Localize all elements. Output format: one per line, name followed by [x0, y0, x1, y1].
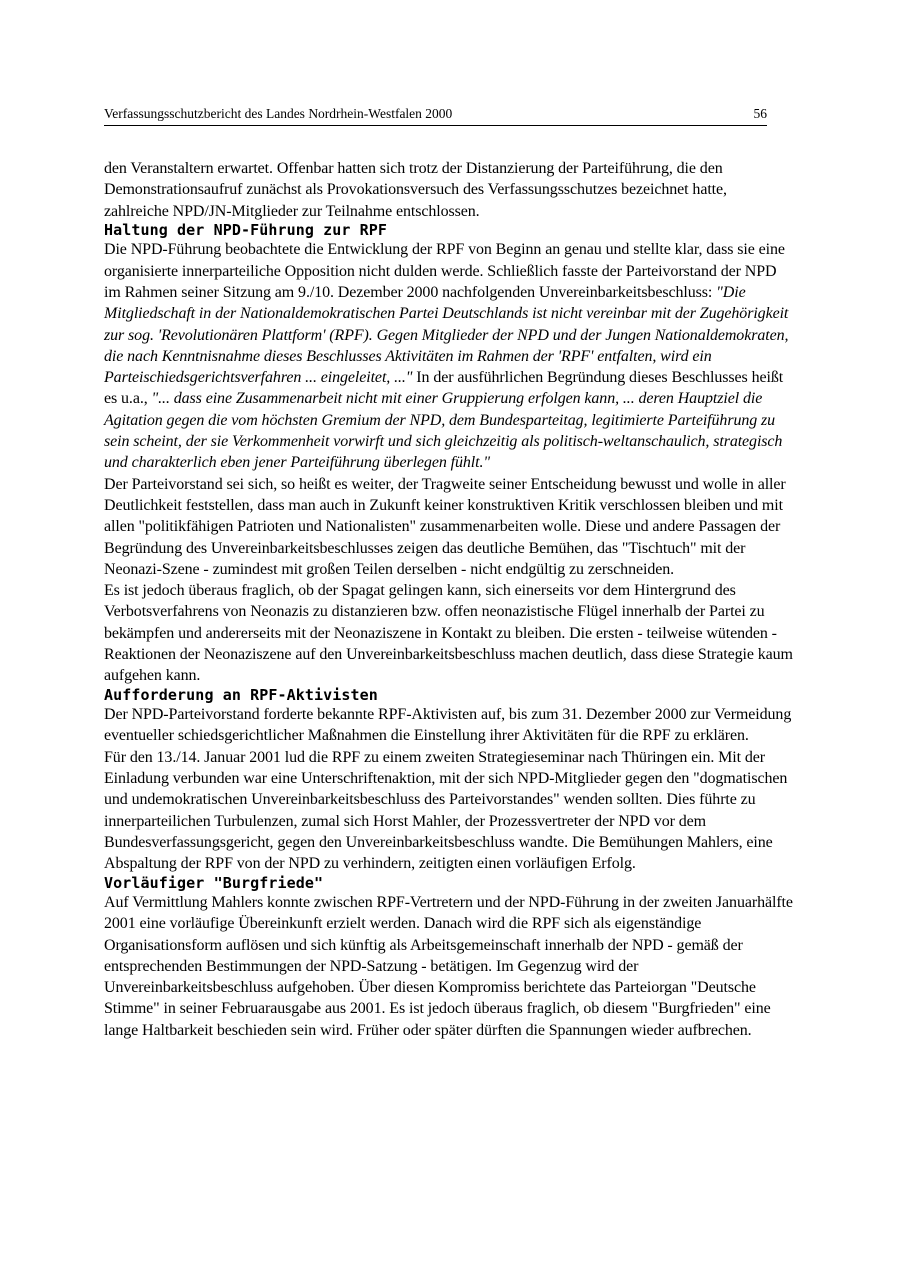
paragraph-text: In der ausführlichen Begründung dieses Beschlusses heißt es u.a.,: [104, 369, 784, 408]
quote-beschluss: "Die Mitgliedschaft in der Nationaldemokratischen Partei Deutschlands ist nicht vereinbar mit der Zugehörigkeit zur sog. 'Revolutionären Plattform' (RPF). Gegen Mitglieder der NPD und der Jungen Nationaldemokraten, die nach Kenntnisnahme dieses Beschlusses Aktivitäten im Rahmen der 'RPF' entfalten, wird ein Parteischiedsgerichtsverfahren ... eingeleitet, ...": [104, 283, 789, 387]
header-title: Verfassungsschutzbericht des Landes Nordrhein-Westfalen 2000: [104, 106, 453, 121]
page-content: [104, 158, 794, 1041]
paragraph-aufforderung: Der NPD-Parteivorstand forderte bekannte RPF-Aktivisten auf, bis zum 31. Dezember 2000 zur Vermeidung eventueller schiedsgerichtlicher Maßnahmen die Einstellung ihrer Aktivitäten für die RPF zu erklären.: [104, 706, 792, 745]
paragraph-tragweite: Der Parteivorstand sei sich, so heißt es weiter, der Tragweite seiner Entscheidung bewusst und wolle in aller Deutlichkeit feststellen, dass man auch in Zukunft keiner konstruktiven Kritik verschlossen bleiben und mit allen "politikfähigen Patrioten und Nationalisten" zusammenarbeiten wolle. Diese und andere Passagen der Begründung des Unvereinbarkeitsbeschlusses zeigen das deutliche Bemühen, das "Tischtuch" mit der Neonazi-Szene - zumindest mit großen Teilen derselben - nicht endgültig zu zerschneiden.: [104, 475, 786, 578]
paragraph-text: Die NPD-Führung beobachtete die Entwicklung der RPF von Beginn an genau und stellte klar, dass sie eine organisierte innerparteiliche Opposition nicht dulden werde. Schließlich fasste der Parteivorstand der NPD im Rahmen seiner Sitzung am 9./10. Dezember 2000 nachfolgenden Unvereinbarkeitsbeschluss:: [104, 241, 785, 301]
page-header: [104, 106, 767, 126]
paragraph-intro: den Veranstaltern erwartet. Offenbar hatten sich trotz der Distanzierung der Parteiführung, die den Demonstrationsaufruf zunächst als Provokationsversuch des Verfassungsschutzes bezeichnet hatte, zahlreiche NPD/JN-Mitglieder zur Teilnahme entschlossen.: [104, 160, 727, 220]
section-heading-aufforderung: Aufforderung an RPF-Aktivisten: [104, 685, 378, 704]
paragraph-strategieseminar: Für den 13./14. Januar 2001 lud die RPF zu einem zweiten Strategieseminar nach Thüringen ein. Mit der Einladung verbunden war eine Unterschriftenaktion, mit der sich NPD-Mitglieder gegen den "dogmatischen und undemokratischen Unvereinbarkeitsbeschluss des Parteivorstandes" wenden sollten. Dies führte zu innerparteilichen Turbulenzen, zumal sich Horst Mahler, der Prozessvertreter der NPD vor dem Bundesverfassungsgericht, gegen den Unvereinbarkeitsbeschluss wandte. Die Bemühungen Mahlers, eine Abspaltung der RPF von der NPD zu verhindern, zeitigten einen vorläufigen Erfolg.: [104, 748, 788, 873]
paragraph-beschluss: [104, 239, 794, 473]
section-heading-haltung: Haltung der NPD-Führung zur RPF: [104, 220, 388, 239]
quote-begruendung: "... dass eine Zusammenarbeit nicht mit einer Gruppierung erfolgen kann, ... deren Hauptziel die Agitation gegen die vom höchsten Gremium der NPD, dem Bundesparteitag, legitimierte Parteiführung zu sein scheint, der sie Verkommenheit vorwirft und sich gleichzeitig als politisch-weltanschaulich, strategisch und charakterlich eben jener Parteiführung überlegen fühlt.": [104, 390, 783, 472]
section-heading-burgfriede: Vorläufiger "Burgfriede": [104, 873, 324, 892]
paragraph-burgfriede: Auf Vermittlung Mahlers konnte zwischen RPF-Vertretern und der NPD-Führung in der zweiten Januarhälfte 2001 eine vorläufige Übereinkunft erzielt werden. Danach wird die RPF sich als eigenständige Organisationsform auflösen und sich künftig als Arbeitsgemeinschaft innerhalb der NPD - gemäß der entsprechenden Bestimmungen der NPD-Satzung - betätigen. Im Gegenzug wird der Unvereinbarkeitsbeschluss aufgehoben. Über diesen Kompromiss berichtete das Parteiorgan "Deutsche Stimme" in seiner Februarausgabe aus 2001. Es ist jedoch überaus fraglich, ob diesem "Burgfrieden" eine lange Haltbarkeit beschieden sein wird. Früher oder später dürften die Spannungen wieder aufbrechen.: [104, 894, 793, 1039]
page-number: 56: [753, 106, 767, 121]
paragraph-spagat: Es ist jedoch überaus fraglich, ob der Spagat gelingen kann, sich einerseits vor dem Hintergrund des Verbotsverfahrens von Neonazis zu distanzieren bzw. offen neonazistische Flügel innerhalb der Partei zu bekämpfen und andererseits mit der Neonaziszene in Kontakt zu bleiben. Die ersten - teilweise wütenden - Reaktionen der Neonaziszene auf den Unvereinbarkeitsbeschluss machen deutlich, dass diese Strategie kaum aufgehen kann.: [104, 582, 793, 685]
